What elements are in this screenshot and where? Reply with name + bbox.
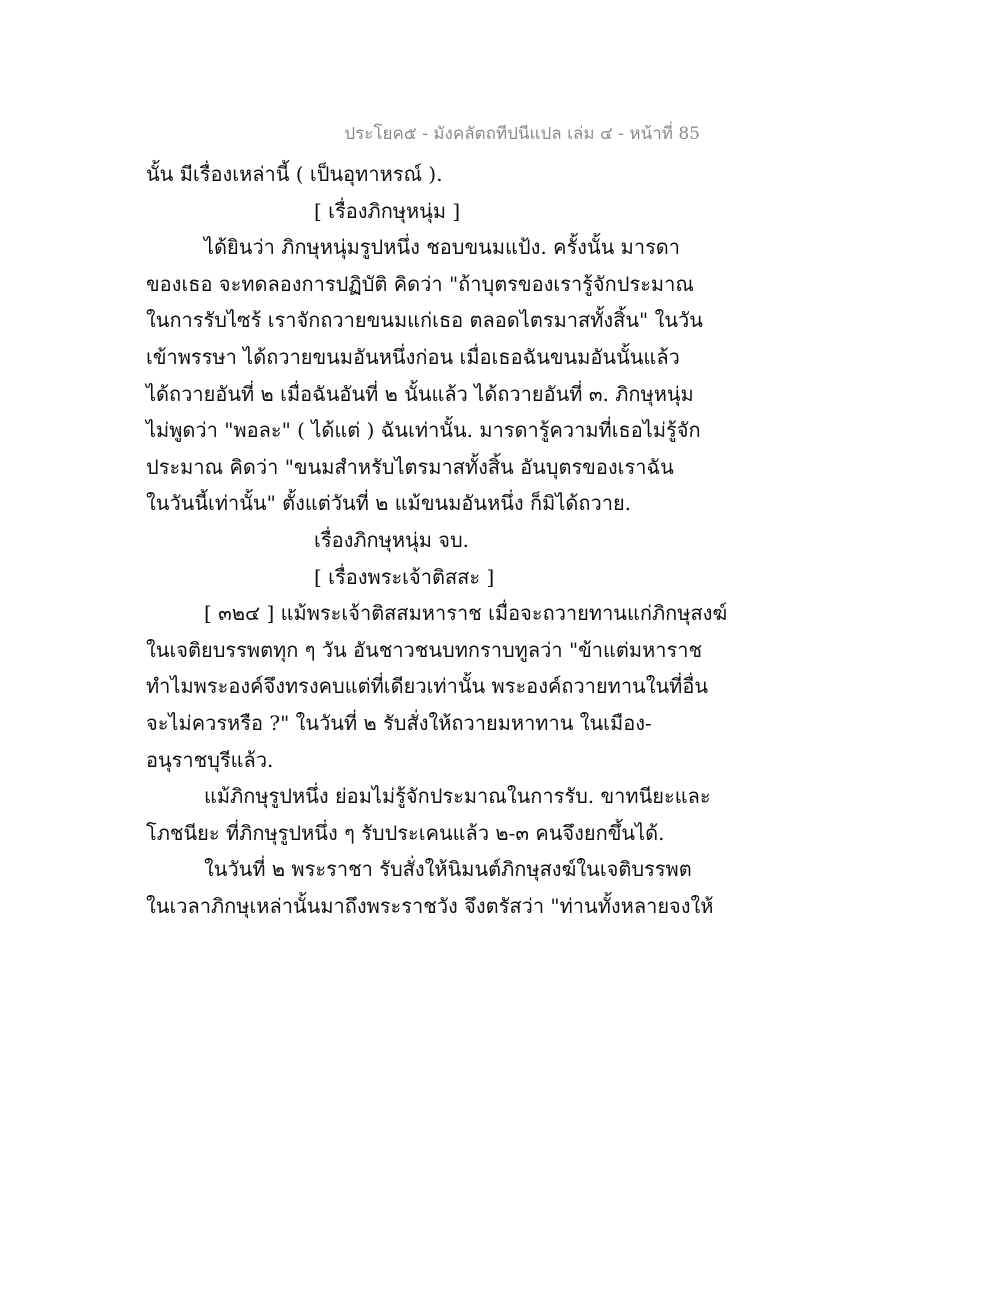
section-heading: เรื่องภิกษุหนุ่ม จบ. — [314, 527, 469, 552]
section-heading: [ เรื่องภิกษุหนุ่ม ] — [314, 198, 461, 223]
text-line: ในการรับไซร้ เราจักถวายขนมแก่เธอ ตลอดไตรมาสทั้งสิ้น" ในวัน — [146, 308, 703, 333]
text-line: จะไม่ควรหรือ ?" ในวันที่ ๒ รับสั่งให้ถวายมหาทาน ในเมือง- — [146, 710, 652, 735]
text-line: เข้าพรรษา ได้ถวายขนมอันหนึ่งก่อน เมื่อเธอฉันขนมอันนั้นแล้ว — [146, 344, 680, 369]
text-line: อนุราชบุรีแล้ว. — [146, 747, 274, 772]
text-line: ของเธอ จะทดลองการปฏิบัติ คิดว่า "ถ้าบุตรของเรารู้จักประมาณ — [146, 271, 694, 296]
text-line: [ ๓๒๔ ] แม้พระเจ้าติสสมหาราช เมื่อจะถวายทานแก่ภิกษุสงฆ์ — [204, 601, 728, 626]
text-line: ในเวลาภิกษุเหล่านั้นมาถึงพระราชวัง จึงตรัสว่า "ท่านทั้งหลายจงให้ — [146, 893, 714, 918]
text-line: ได้ถวายอันที่ ๒ เมื่อฉันอันที่ ๒ นั้นแล้ว ได้ถวายอันที่ ๓. ภิกษุหนุ่ม — [146, 381, 694, 406]
text-line: ได้ยินว่า ภิกษุหนุ่มรูปหนึ่ง ชอบขนมแป้ง. ครั้งนั้น มารดา — [204, 235, 681, 260]
text-line: ทำไมพระองค์จึงทรงคบแต่ที่เดียวเท่านั้น พระองค์ถวายทานในที่อื่น — [146, 674, 709, 699]
text-line: ในวันนี้เท่านั้น" ตั้งแต่วันที่ ๒ แม้ขนมอันหนึ่ง ก็มิได้ถวาย. — [146, 491, 632, 516]
text-line: ไม่พูดว่า "พอละ" ( ได้แต่ ) ฉันเท่านั้น. มารดารู้ความที่เธอไม่รู้จัก — [146, 418, 701, 443]
page-header: ประโยค๕ - มังคลัตถทีปนีแปล เล่ม ๔ - หน้าที่ 85 — [344, 124, 700, 144]
text-body — [146, 156, 728, 924]
text-line: ประมาณ คิดว่า "ขนมสำหรับไตรมาสทั้งสิ้น อันบุตรของเราฉัน — [146, 454, 674, 479]
section-heading: [ เรื่องพระเจ้าติสสะ ] — [314, 564, 495, 589]
text-line: ในวันที่ ๒ พระราชา รับสั่งให้นิมนต์ภิกษุสงฆ์ในเจติบรรพต — [204, 857, 692, 882]
text-line: แม้ภิกษุรูปหนึ่ง ย่อมไม่รู้จักประมาณในการรับ. ขาทนียะและ — [204, 784, 711, 809]
text-line: โภชนียะ ที่ภิกษุรูปหนึ่ง ๆ รับประเคนแล้ว ๒-๓ คนจึงยกขึ้นได้. — [146, 820, 665, 845]
text-line: นั้น มีเรื่องเหล่านี้ ( เป็นอุทาหรณ์ ). — [146, 162, 443, 186]
text-line: ในเจติยบรรพตทุก ๆ วัน อันชาวชนบทกราบทูลว่า "ข้าแต่มหาราช — [146, 637, 703, 662]
